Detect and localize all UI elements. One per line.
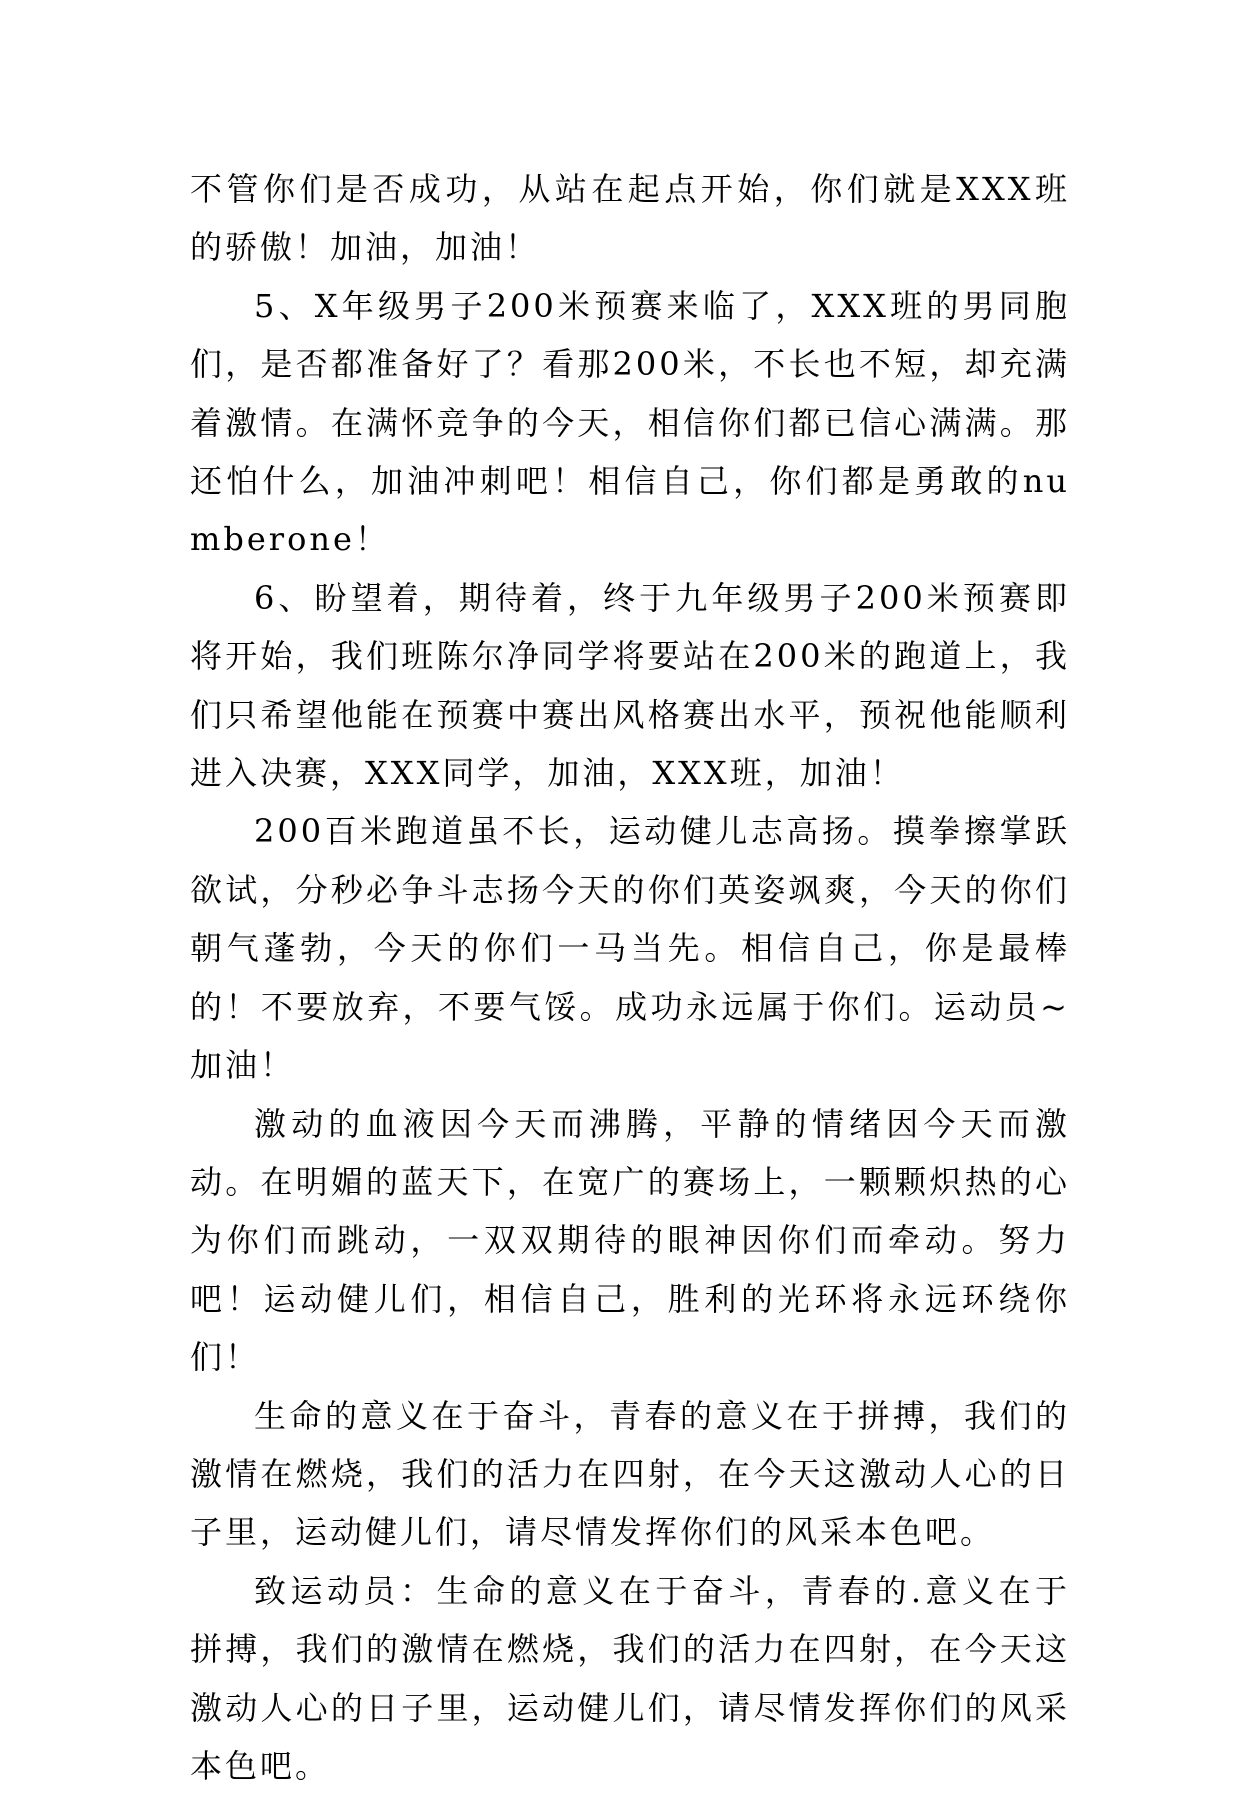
paragraph-to-athletes: 致运动员：生命的意义在于奋斗，青春的.意义在于拼搏，我们的激情在燃烧，我们的活力在四射，在今天这激动人心的日子里，运动健儿们，请尽情发挥你们的风采本色吧。 [190,1571,1070,1785]
paragraph-item-6: 6、盼望着，期待着，终于九年级男子200米预赛即将开始，我们班陈尔净同学将要站在200米的跑道上，我们只希望他能在预赛中赛出风格赛出水平，预祝他能顺利进入决赛，XXX同学，加油，XXX班，加油！ [190,578,1070,793]
paragraph-meaning-of-life: 生命的意义在于奋斗，青春的意义在于拼搏，我们的激情在燃烧，我们的活力在四射，在今天这激动人心的日子里，运动健儿们，请尽情发挥你们的风采本色吧。 [190,1396,1070,1552]
paragraph-continued: 不管你们是否成功，从站在起点开始，你们就是XXX班的骄傲！加油，加油！ [190,170,1070,267]
paragraph-item-5: 5、X年级男子200米预赛来临了，XXX班的男同胞们，是否都准备好了？看那200米，不长也不短，却充满着激情。在满怀竞争的今天，相信你们都已信心满满。那还怕什么，加油冲刺吧！相信自己，你们都是勇敢的numberone！ [190,286,1070,559]
document-body [190,160,1070,1795]
paragraph-excited-blood: 激动的血液因今天而沸腾，平静的情绪因今天而激动。在明媚的蓝天下，在宽广的赛场上，一颗颗炽热的心为你们而跳动，一双双期待的眼神因你们而牵动。努力吧！运动健儿们，相信自己，胜利的光环将永远环绕你们！ [190,1104,1070,1377]
paragraph-200m-track: 200百米跑道虽不长，运动健儿志高扬。摸拳擦掌跃欲试，分秒必争斗志扬今天的你们英姿飒爽，今天的你们朝气蓬勃，今天的你们一马当先。相信自己，你是最棒的！不要放弃，不要气馁。成功永远属于你们。运动员~加油！ [190,812,1070,1085]
